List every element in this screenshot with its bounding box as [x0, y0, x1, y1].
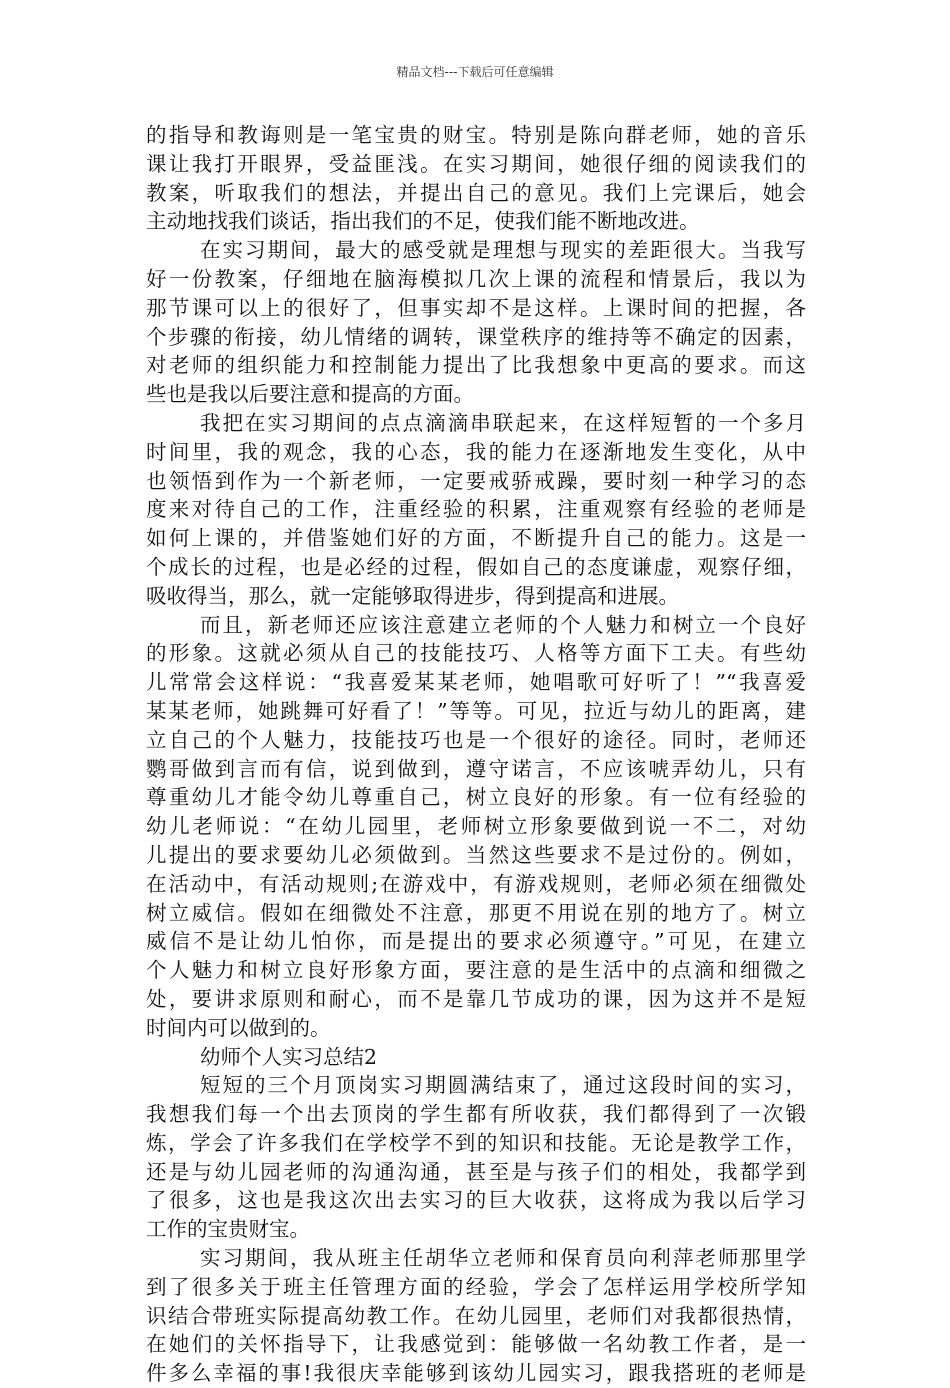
text-line: 课让我打开眼界，受益匪浅。在实习期间，她很仔细的阅读我们的: [146, 151, 806, 176]
text-line: 了很多，这也是我这次出去实习的巨大收获，这将成为我以后学习: [146, 1188, 806, 1213]
text-line: 实习期间，我从班主任胡华立老师和保育员向利萍老师那里学: [200, 1246, 806, 1271]
text-line: 个步骤的衔接，幼儿情绪的调转，课堂秩序的维持等不确定的因素，: [146, 324, 806, 349]
text-line: 儿常常会这样说：“我喜爱某某老师，她唱歌可好听了！”“我喜爱: [146, 670, 806, 695]
text-line: 到了很多关于班主任管理方面的经验，学会了怎样运用学校所学知: [146, 1274, 806, 1299]
text-line: 我想我们每一个出去顶岗的学生都有所收获，我们都得到了一次锻: [146, 1102, 806, 1127]
text-line: 些也是我以后要注意和提高的方面。: [146, 382, 474, 407]
text-line: 炼，学会了许多我们在学校学不到的知识和技能。无论是教学工作，: [146, 1130, 806, 1155]
text-line: 主动地找我们谈话，指出我们的不足，使我们能不断地改进。: [146, 209, 700, 234]
text-line: 我把在实习期间的点点滴滴串联起来，在这样短暂的一个多月: [200, 410, 806, 435]
text-line: 对老师的组织能力和控制能力提出了比我想象中更高的要求。而这: [146, 353, 806, 378]
text-line: 短短的三个月顶岗实习期圆满结束了，通过这段时间的实习，: [200, 1073, 806, 1098]
document-body: [146, 121, 806, 1388]
text-line: 度来对待自己的工作，注重经验的积累，注重观察有经验的老师是: [146, 497, 806, 522]
text-line: 幼师个人实习总结2: [200, 1044, 378, 1069]
text-line: 而且，新老师还应该注意建立老师的个人魅力和树立一个良好: [200, 612, 806, 637]
text-line: 儿提出的要求要幼儿必须做到。当然这些要求不是过份的。例如，: [146, 842, 806, 867]
text-line: 也领悟到作为一个新老师，一定要戒骄戒躁，要时刻一种学习的态: [146, 468, 806, 493]
text-line: 尊重幼儿才能令幼儿尊重自己，树立良好的形象。有一位有经验的: [146, 785, 806, 810]
text-line: 工作的宝贵财宝。: [146, 1217, 310, 1242]
text-line: 鹦哥做到言而有信，说到做到，遵守诺言，不应该唬弄幼儿，只有: [146, 756, 806, 781]
text-line: 个成长的过程，也是必经的过程，假如自己的态度谦虚，观察仔细，: [146, 554, 806, 579]
text-line: 的指导和教诲则是一笔宝贵的财宝。特别是陈向群老师，她的音乐: [146, 123, 806, 147]
text-line: 处，要讲求原则和耐心，而不是靠几节成功的课，因为这并不是短: [146, 986, 806, 1011]
text-line: 树立威信。假如在细微处不注意，那更不用说在别的地方了。树立: [146, 900, 806, 925]
text-line: 立自己的个人魅力，技能技巧也是一个很好的途径。同时，老师还: [146, 727, 806, 752]
text-line: 个人魅力和树立良好形象方面，要注意的是生活中的点滴和细微之: [146, 958, 806, 983]
text-line: 威信不是让幼儿怕你，而是提出的要求必须遵守。”可见，在建立: [146, 929, 806, 954]
page-header: 精品文档---下载后可任意编辑: [396, 65, 554, 79]
text-line: 好一份教案，仔细地在脑海模拟几次上课的流程和情景后，我以为: [146, 266, 806, 291]
text-line: 时间内可以做到的。: [146, 1015, 331, 1040]
text-line: 如何上课的，并借鉴她们好的方面，不断提升自己的能力。这是一: [146, 526, 806, 551]
text-line: 吸收得当，那么，就一定能够取得进步，得到提高和进展。: [146, 583, 679, 608]
text-line: 在实习期间，最大的感受就是理想与现实的差距很大。当我写: [200, 238, 806, 263]
text-line: 教案，听取我们的想法，并提出自己的意见。我们上完课后，她会: [146, 180, 806, 205]
text-line: 幼儿老师说：“在幼儿园里，老师树立形象要做到说一不二，对幼: [146, 814, 806, 839]
text-line: 某某老师，她跳舞可好看了！”等等。可见，拉近与幼儿的距离，建: [146, 698, 806, 723]
text-line: 那节课可以上的很好了，但事实却不是这样。上课时间的把握，各: [146, 295, 806, 320]
text-line: 时间里，我的观念，我的心态，我的能力在逐渐地发生变化，从中: [146, 439, 806, 464]
text-line: 的形象。这就必须从自己的技能技巧、人格等方面下工夫。有些幼: [146, 641, 806, 666]
text-line: 识结合带班实际提高幼教工作。在幼儿园里，老师们对我都很热情，: [146, 1303, 806, 1328]
text-line: 在她们的关怀指导下，让我感觉到：能够做一名幼教工作者，是一: [146, 1332, 806, 1357]
text-line: 件多么幸福的事!我很庆幸能够到该幼儿园实习，跟我搭班的老师是: [146, 1361, 806, 1386]
text-line: 在活动中，有活动规则;在游戏中，有游戏规则，老师必须在细微处: [146, 871, 806, 896]
text-line: 还是与幼儿园老师的沟通沟通，甚至是与孩子们的相处，我都学到: [146, 1159, 806, 1184]
